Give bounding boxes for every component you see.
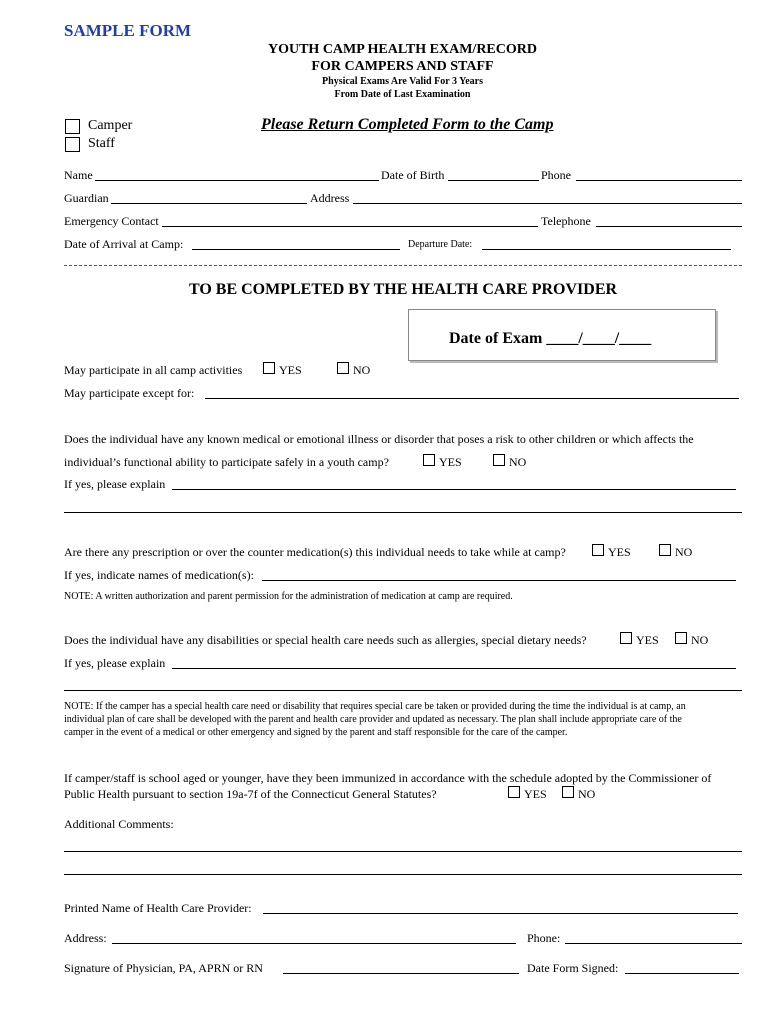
validity-note-line1: Physical Exams Are Valid For 3 Years [322,76,483,87]
provider-phone-label: Phone: [527,931,561,945]
participate-except-field[interactable] [205,398,739,399]
telephone-label: Telephone [541,214,591,228]
camper-checkbox[interactable] [65,119,80,134]
form-title-line1: YOUTH CAMP HEALTH EXAM/RECORD [267,42,537,57]
q1-explain-field-2[interactable] [64,512,742,513]
q1-line2: individual’s functional ability to participate safely in a youth camp? [64,455,389,469]
printed-name-label: Printed Name of Health Care Provider: [64,901,252,915]
signature-label: Signature of Physician, PA, APRN or RN [64,961,263,975]
staff-label: Staff [88,136,115,151]
dob-field[interactable] [448,180,539,181]
q4-line1: If camper/staff is school aged or younger, have they been immunized in accordance with the schedule adopted by the Commissioner of [64,771,712,785]
sample-form-title: SAMPLE FORM [64,21,192,40]
q3-text: Does the individual have any disabilities or special health care needs such as allergies, special dietary needs? [64,633,587,647]
address-label: Address [310,191,350,205]
signature-field[interactable] [283,973,519,974]
validity-note-line2: From Date of Last Examination [334,89,471,100]
return-notice: Please Return Completed Form to the Camp [261,116,554,133]
participate-except-label: May participate except for: [64,386,195,400]
provider-address-label: Address: [64,931,107,945]
additional-comments-label: Additional Comments: [64,817,174,831]
q4-yes-checkbox[interactable] [508,786,520,798]
q3-explain-field[interactable] [172,668,736,669]
participate-all-yes-checkbox[interactable] [263,362,275,374]
q2-medications-field[interactable] [262,580,736,581]
q2-no-label: NO [675,545,693,559]
participate-all-yes-label: YES [279,363,302,377]
q1-explain-field[interactable] [172,489,736,490]
care-plan-note-line1: NOTE: If the camper has a special health care need or disability that requires special care be taken or provided during the time the individual is at camp, an [64,701,686,712]
provider-phone-field[interactable] [565,943,742,944]
provider-heading: TO BE COMPLETED BY THE HEALTH CARE PROVIDER [188,281,618,298]
emergency-field[interactable] [162,226,538,227]
q2-text: Are there any prescription or over the counter medication(s) this individual needs to take while at camp? [64,545,566,559]
comments-field-2[interactable] [64,874,742,875]
date-signed-label: Date Form Signed: [527,961,619,975]
q4-no-label: NO [578,787,596,801]
q3-explain-field-2[interactable] [64,690,742,691]
q1-yes-checkbox[interactable] [423,454,435,466]
departure-field[interactable] [482,249,731,250]
q3-yes-checkbox[interactable] [620,632,632,644]
medication-note: NOTE: A written authorization and parent permission for the administration of medication at camp are required. [64,591,513,602]
departure-label: Departure Date: [408,239,473,250]
guardian-label: Guardian [64,191,109,205]
q3-yes-label: YES [636,633,659,647]
arrival-label: Date of Arrival at Camp: [64,237,184,251]
q4-yes-label: YES [524,787,547,801]
printed-name-field[interactable] [263,913,738,914]
date-signed-field[interactable] [625,973,739,974]
staff-checkbox[interactable] [65,137,80,152]
date-of-exam-label: Date of Exam ____/____/____ [449,330,652,347]
q3-no-checkbox[interactable] [675,632,687,644]
camper-label: Camper [88,118,133,133]
care-plan-note-line3: camper in the event of a medical or other emergency and signed by the parent and staff responsible for the care of the camper. [64,727,568,738]
participate-all-no-label: NO [353,363,371,377]
arrival-field[interactable] [192,249,400,250]
address-field[interactable] [353,203,742,204]
name-label: Name [64,168,93,182]
care-plan-note-line2: individual plan of care shall be developed with the parent and health care provider and updated as necessary. The plan shall include appropriate care of the [64,714,682,725]
q1-yes-label: YES [439,455,462,469]
q2-yes-checkbox[interactable] [592,544,604,556]
participate-all-label: May participate in all camp activities [64,363,243,377]
phone-label: Phone [541,168,571,182]
name-field[interactable] [95,180,379,181]
q1-no-checkbox[interactable] [493,454,505,466]
emergency-label: Emergency Contact [64,214,159,228]
telephone-field[interactable] [596,226,742,227]
guardian-field[interactable] [111,203,307,204]
q1-line1: Does the individual have any known medical or emotional illness or disorder that poses a risk to other children or which affects the [64,432,694,446]
q4-line2: Public Health pursuant to section 19a-7f of the Connecticut General Statutes? [64,787,437,801]
dob-label: Date of Birth [381,168,445,182]
q2-yes-label: YES [608,545,631,559]
provider-address-field[interactable] [112,943,516,944]
section-divider [64,265,742,266]
participate-all-no-checkbox[interactable] [337,362,349,374]
phone-field[interactable] [576,180,742,181]
comments-field-1[interactable] [64,851,742,852]
q3-explain-label: If yes, please explain [64,656,166,670]
form-title-line2: FOR CAMPERS AND STAFF [311,59,494,74]
q4-no-checkbox[interactable] [562,786,574,798]
date-of-exam-box[interactable] [408,309,716,361]
q1-explain-label: If yes, please explain [64,477,166,491]
q3-no-label: NO [691,633,709,647]
q1-no-label: NO [509,455,527,469]
q2-followup-label: If yes, indicate names of medication(s): [64,568,254,582]
q2-no-checkbox[interactable] [659,544,671,556]
